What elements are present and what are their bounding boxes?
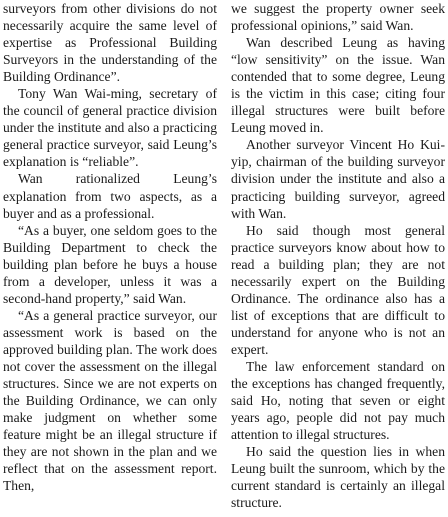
paragraph: Wan rationalized Leung’s explanation from two aspects, as a buyer and as a professional. xyxy=(3,171,217,221)
paragraph: surveyors from other divisions do not necessarily acquire the same level of expertise as Professional Building Surveyors in the understanding of the Building Ordinance”. xyxy=(3,1,217,85)
right-column xyxy=(231,0,445,517)
paragraph: “As a buyer, one seldom goes to the Building Department to check the building plan before he buys a house from a developer, unless it was a second-hand property,” said Wan. xyxy=(3,222,217,306)
paragraph: “As a general practice surveyor, our assessment work is based on the approved building plan. The work does not cover the assessment on the illegal structures. Since we are not experts on the Building Ordinance, we can only make judgment on whether some feature might be an illegal structure if they are not shown in the plan and we reflect that on the assessment report. Then, xyxy=(3,307,217,494)
paragraph: we suggest the property owner seek professional opinions,” said Wan. xyxy=(231,1,445,34)
paragraph: Wan described Leung as having “low sensitivity” on the issue. Wan contended that to some degree, Leung is the victim in this case; citing four illegal structures were built before Leung moved in. xyxy=(231,35,445,136)
column-gutter xyxy=(220,0,228,517)
paragraph: The law enforcement standard on the exceptions has changed frequently, said Ho, noting that seven or eight years ago, people did not pay much attention to illegal structures. xyxy=(231,358,445,443)
paragraph: Another surveyor Vincent Ho Kui-yip, chairman of the building surveyor division under the institute and also a practicing building surveyor, agreed with Wan. xyxy=(231,137,445,221)
paragraph: Tony Wan Wai-ming, secretary of the council of general practice division under the institute and also a practicing general practice surveyor, said Leung’s explanation is “reliable”. xyxy=(3,86,217,170)
left-column xyxy=(3,0,217,517)
paragraph: Ho said the question lies in when Leung built the sunroom, which by the current standard is certainly an illegal structure. xyxy=(231,444,445,511)
paragraph: Ho said though most general practice surveyors know about how to read a building plan; they are not necessarily expert on the Building Ordinance. The ordinance also has a list of exceptions that are difficult to understand for anyone who is not an expert. xyxy=(231,222,445,357)
